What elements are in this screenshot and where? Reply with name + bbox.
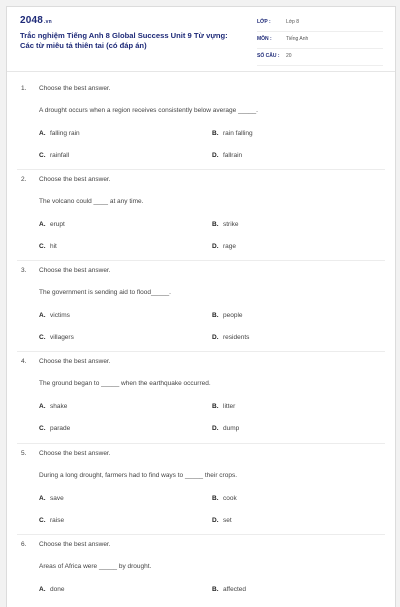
option-text: people	[223, 312, 243, 319]
meta-label: SỐ CÂU :	[257, 53, 280, 59]
worksheet-header	[7, 7, 395, 72]
option-text: raise	[50, 517, 65, 524]
divider	[17, 443, 385, 444]
option-letter: A.	[39, 586, 46, 593]
option-letter: A.	[39, 130, 46, 137]
question-number: 4.	[21, 358, 27, 365]
meta-value: Lớp 8	[286, 19, 300, 25]
option-text: set	[223, 517, 232, 524]
question-instruction: Choose the best answer.	[39, 85, 111, 92]
option-letter: B.	[212, 221, 219, 228]
meta-value: Tiếng Anh	[286, 36, 309, 42]
option-a[interactable]	[39, 495, 64, 502]
option-letter: B.	[212, 130, 219, 137]
option-letter: B.	[212, 586, 219, 593]
question-instruction: Choose the best answer.	[39, 541, 111, 548]
option-a[interactable]	[39, 221, 65, 228]
option-letter: D.	[212, 152, 219, 159]
option-text: victims	[50, 312, 70, 319]
title-line-1: Trắc nghiệm Tiếng Anh 8 Global Success Unit 9 Từ vựng:	[20, 31, 228, 40]
logo-suffix: .vn	[44, 19, 52, 25]
option-b[interactable]	[212, 221, 239, 228]
option-d[interactable]	[212, 517, 232, 524]
logo-text: 2048	[20, 15, 44, 26]
divider	[17, 534, 385, 535]
option-letter: D.	[212, 334, 219, 341]
option-d[interactable]	[212, 425, 239, 432]
option-letter: B.	[212, 403, 219, 410]
option-letter: C.	[39, 334, 46, 341]
option-c[interactable]	[39, 152, 69, 159]
option-text: falling rain	[50, 130, 80, 137]
option-c[interactable]	[39, 425, 70, 432]
option-d[interactable]	[212, 334, 249, 341]
option-letter: A.	[39, 221, 46, 228]
question-number: 6.	[21, 541, 27, 548]
title-line-2: Các từ miêu tả thiên tai (có đáp án)	[20, 41, 147, 50]
option-text: shake	[50, 403, 68, 410]
option-b[interactable]	[212, 586, 246, 593]
option-letter: D.	[212, 517, 219, 524]
option-b[interactable]	[212, 495, 237, 502]
option-b[interactable]	[212, 403, 235, 410]
meta-row-count	[257, 49, 383, 66]
option-text: cook	[223, 495, 237, 502]
question-text: The government is sending aid to flood_____.	[39, 289, 171, 296]
option-c[interactable]	[39, 517, 64, 524]
page-title	[20, 31, 245, 51]
option-letter: D.	[212, 425, 219, 432]
option-text: rage	[223, 243, 237, 250]
question-number: 3.	[21, 267, 27, 274]
option-letter: C.	[39, 152, 46, 159]
option-d[interactable]	[212, 243, 236, 250]
option-letter: A.	[39, 403, 46, 410]
option-letter: B.	[212, 495, 219, 502]
divider	[17, 351, 385, 352]
meta-row-class	[257, 15, 383, 32]
question-number: 2.	[21, 176, 27, 183]
option-letter: C.	[39, 517, 46, 524]
question-text: The volcano could ____ at any time.	[39, 198, 144, 205]
option-letter: D.	[212, 243, 219, 250]
option-b[interactable]	[212, 312, 243, 319]
question-instruction: Choose the best answer.	[39, 358, 111, 365]
option-text: litter	[223, 403, 236, 410]
option-c[interactable]	[39, 334, 74, 341]
divider	[17, 169, 385, 170]
option-b[interactable]	[212, 130, 253, 137]
option-letter: A.	[39, 495, 46, 502]
option-text: dump	[223, 425, 240, 432]
question-text: The ground began to _____ when the earthquake occurred.	[39, 380, 211, 387]
meta-label: MÔN :	[257, 36, 272, 42]
option-c[interactable]	[39, 243, 57, 250]
option-text: rainfall	[50, 152, 70, 159]
option-text: parade	[50, 425, 71, 432]
option-a[interactable]	[39, 130, 80, 137]
question-text: During a long drought, farmers had to find ways to _____ their crops.	[39, 472, 237, 479]
question-instruction: Choose the best answer.	[39, 450, 111, 457]
question-instruction: Choose the best answer.	[39, 267, 111, 274]
option-text: rain falling	[223, 130, 253, 137]
option-text: hit	[50, 243, 57, 250]
option-text: residents	[223, 334, 250, 341]
option-a[interactable]	[39, 586, 64, 593]
option-text: villagers	[50, 334, 74, 341]
option-letter: C.	[39, 243, 46, 250]
option-text: affected	[223, 586, 247, 593]
question-instruction: Choose the best answer.	[39, 176, 111, 183]
option-letter: A.	[39, 312, 46, 319]
option-letter: C.	[39, 425, 46, 432]
option-text: fallrain	[223, 152, 243, 159]
meta-label: LỚP :	[257, 19, 271, 25]
option-a[interactable]	[39, 403, 67, 410]
worksheet	[6, 6, 396, 607]
meta-value: 20	[286, 53, 292, 59]
question-text: Areas of Africa were _____ by drought.	[39, 563, 152, 570]
option-text: done	[50, 586, 65, 593]
question-text: A drought occurs when a region receives consistently below average _____.	[39, 107, 258, 114]
site-logo[interactable]	[20, 15, 52, 26]
option-a[interactable]	[39, 312, 70, 319]
option-text: erupt	[50, 221, 65, 228]
question-number: 1.	[21, 85, 27, 92]
question-number: 5.	[21, 450, 27, 457]
divider	[17, 260, 385, 261]
option-letter: B.	[212, 312, 219, 319]
option-text: save	[50, 495, 64, 502]
meta-info	[257, 15, 383, 66]
option-text: strike	[223, 221, 239, 228]
option-d[interactable]	[212, 152, 242, 159]
meta-row-subject	[257, 32, 383, 49]
